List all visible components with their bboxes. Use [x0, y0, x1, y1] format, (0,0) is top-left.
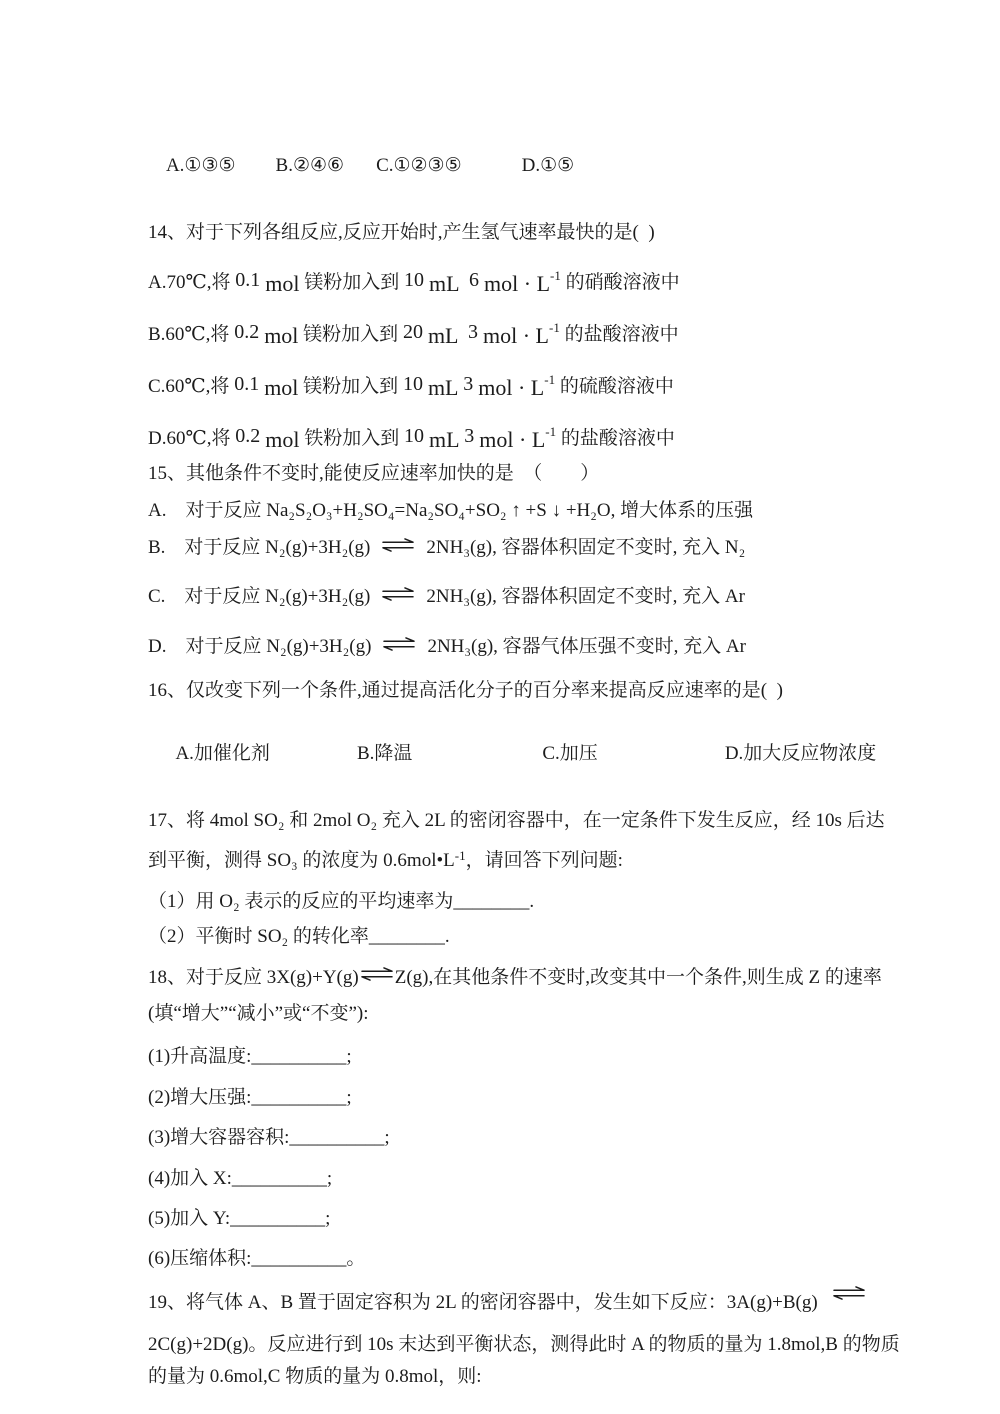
formula-segment: 0.2	[234, 321, 265, 343]
q19-stem-line3: 的量为 0.6mol,C 物质的量为 0.8mol，则:	[148, 1366, 482, 1387]
equilibrium-arrow-icon	[381, 587, 415, 601]
text-segment: 19、将气体 A、B 置于固定容积为 2L 的密闭容器中，发生如下反应：3A(g)+B(g)	[148, 1292, 818, 1313]
question-17	[148, 808, 980, 950]
q18-blank-item-6: (6)压缩体积:__________。	[148, 1248, 366, 1269]
formula-segment: mol	[264, 375, 299, 400]
text-segment: D.60℃,将	[148, 428, 236, 449]
formula-segment: mol	[265, 427, 300, 452]
formula-segment: mL	[427, 323, 459, 348]
text-segment: 2NH₃(g), 容器体积固定不变时, 充入 Ar	[426, 586, 745, 607]
formula-segment: 10	[403, 425, 429, 447]
q19-stem-line1	[148, 1286, 980, 1316]
text-segment: D. 对于反应 N₂(g)+3H₂(g)	[148, 636, 372, 657]
text-segment: 18、对于反应 3X(g)+Y(g)	[148, 967, 359, 988]
q18-stem-line1	[148, 965, 980, 991]
question-14	[148, 220, 980, 452]
formula-segment: 20	[402, 321, 428, 343]
q14-option-d	[148, 426, 980, 452]
text-segment: 2NH₃(g), 容器体积固定不变时, 充入 N₂	[426, 537, 746, 558]
text-segment	[459, 324, 469, 345]
text-segment: 的硫酸溶液中	[555, 376, 674, 397]
equilibrium-arrow-icon	[360, 967, 394, 981]
formula-segment: -1	[544, 372, 556, 387]
text-segment: B.60℃,将	[148, 324, 235, 345]
text-segment: 到平衡，测得 SO₃ 的浓度为 0.6mol•L	[148, 850, 455, 871]
q14-option-a	[148, 270, 980, 296]
q14-option-c	[148, 374, 980, 400]
formula-segment: -1	[549, 320, 560, 335]
formula-segment: 10	[403, 269, 429, 291]
q16-option-d: D.加大反应物浓度	[724, 743, 877, 764]
q17-stem-line1: 17、将 4mol SO₂ 和 2mol O₂ 充入 2L 的密闭容器中，在一定条件下发生反应，经 10s 后达	[148, 810, 885, 831]
q15-title: 15、其他条件不变时,能使反应速率加快的是 （ ）	[148, 463, 600, 484]
q16-title: 16、仅改变下列一个条件,通过提高活化分子的百分率来提高反应速率的是( )	[148, 680, 783, 701]
formula-segment: mL	[427, 375, 459, 400]
formula-segment: 0.1	[235, 269, 266, 291]
text-segment: 的盐酸溶液中	[559, 324, 679, 345]
answer-option-a: A.①③⑤	[165, 155, 236, 176]
q14-option-b	[148, 322, 980, 348]
q16-option-c: C.加压	[542, 743, 598, 764]
q18-stem-line2: (填“增大”“减小”或“不变”):	[148, 1003, 369, 1024]
q15-option-a: A. 对于反应 Na₂S₂O₃+H₂SO₄=Na₂SO₄+SO₂ ↑ +S ↓ +H₂O, 增大体系的压强	[148, 500, 754, 521]
text-segment: 镁粉加入到	[298, 376, 403, 397]
q18-blank-item-4: (4)加入 X:__________;	[148, 1168, 333, 1189]
text-segment: 的硝酸溶液中	[560, 272, 680, 293]
q16-option-b: B.降温	[356, 743, 413, 764]
q18-blank-item-3: (3)增大容器容积:__________;	[148, 1127, 390, 1148]
formula-segment: mol · L	[483, 323, 549, 348]
q16-options-row	[148, 715, 980, 793]
formula-segment: mol · L	[479, 427, 546, 452]
formula-segment: 6	[469, 269, 485, 291]
text-segment: 2NH₃(g), 容器气体压强不变时, 充入 Ar	[427, 636, 746, 657]
q18-blank-item-2: (2)增大压强:__________;	[148, 1087, 352, 1108]
q17-subquestion-2: （2）平衡时 SO₂ 的转化率________.	[148, 926, 450, 947]
text-segment: 铁粉加入到	[299, 428, 404, 449]
q16-option-a: A.加催化剂	[175, 743, 270, 764]
formula-segment: 3	[464, 425, 480, 447]
formula-segment: mol	[265, 271, 300, 296]
text-segment: C. 对于反应 N₂(g)+3H₂(g)	[148, 586, 371, 607]
equilibrium-arrow-icon	[381, 538, 415, 552]
q17-subquestion-1: （1）用 O₂ 表示的反应的平均速率为________.	[148, 891, 535, 912]
q15-option-b	[148, 535, 980, 561]
question-16	[148, 678, 980, 793]
answer-option-b: B.②④⑥	[275, 155, 345, 176]
question-15	[148, 461, 980, 660]
text-segment: B. 对于反应 N₂(g)+3H₂(g)	[148, 537, 371, 558]
answer-option-c: C.①②③⑤	[376, 155, 462, 176]
text-segment: 镁粉加入到	[298, 324, 403, 345]
formula-segment: mL	[428, 427, 460, 452]
answer-option-d: D.①⑤	[521, 155, 575, 176]
text-segment	[460, 272, 470, 293]
text-segment: ，请回答下列问题:	[465, 850, 623, 871]
text-segment: Z(g),在其他条件不变时,改变其中一个条件,则生成 Z 的速率	[394, 967, 882, 988]
formula-segment: mL	[428, 271, 460, 296]
q15-option-c	[148, 584, 980, 610]
formula-segment: mol · L	[484, 271, 551, 296]
q14-title: 14、对于下列各组反应,反应开始时,产生氢气速率最快的是( )	[148, 222, 655, 243]
formula-segment: 3	[463, 373, 479, 395]
answer-options-row	[148, 127, 980, 205]
text-segment: 的盐酸溶液中	[556, 428, 675, 449]
q17-stem-line2	[148, 848, 980, 874]
question-18	[148, 965, 980, 1272]
text-segment: 镁粉加入到	[299, 272, 404, 293]
text-segment: C.60℃,将	[148, 376, 235, 397]
question-19	[148, 1286, 980, 1390]
q19-stem-line2: 2C(g)+2D(g)。反应进行到 10s 末达到平衡状态，测得此时 A 的物质的量为 1.8mol,B 的物质	[148, 1334, 900, 1355]
q18-blank-item-1: (1)升高温度:__________;	[148, 1046, 352, 1067]
formula-segment: 10	[402, 373, 428, 395]
formula-segment: mol	[264, 323, 299, 348]
equilibrium-arrow-icon	[832, 1286, 866, 1300]
formula-segment: -1	[545, 424, 557, 439]
formula-segment: 0.1	[234, 373, 265, 395]
equilibrium-arrow-icon	[382, 637, 416, 651]
formula-segment: 3	[468, 321, 483, 343]
q15-option-d	[148, 634, 980, 660]
formula-segment: -1	[550, 268, 561, 283]
formula-segment: -1	[454, 848, 466, 863]
formula-segment: mol · L	[478, 375, 545, 400]
formula-segment: 0.2	[235, 425, 266, 447]
text-segment: A.70℃,将	[148, 272, 236, 293]
q18-blank-item-5: (5)加入 Y:__________;	[148, 1208, 331, 1229]
